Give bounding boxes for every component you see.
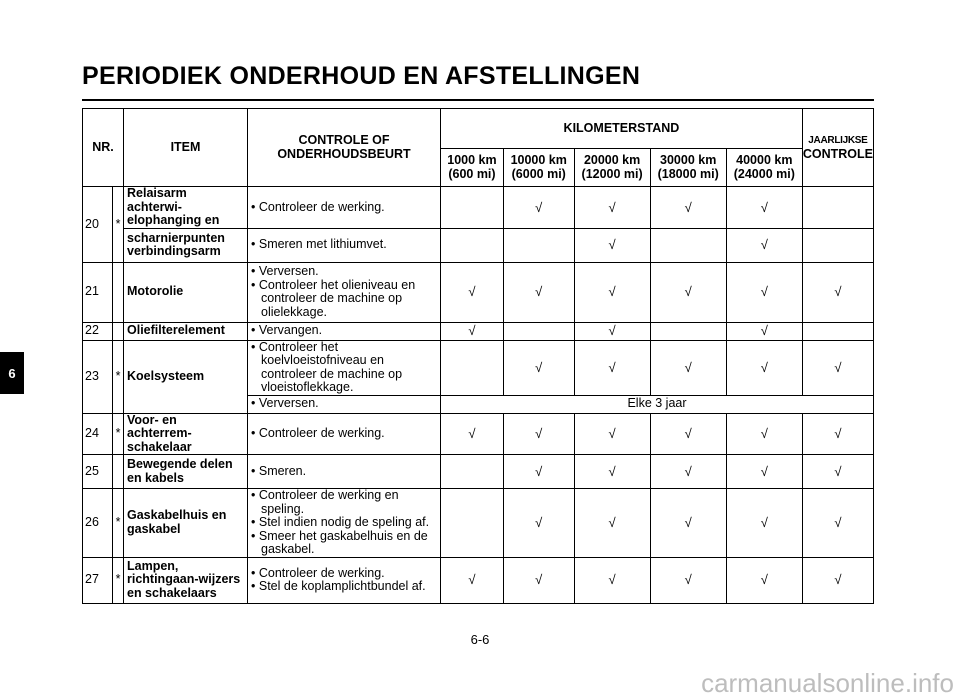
row-star: * (113, 489, 124, 558)
operation-item: • Controleer de werking. (251, 427, 437, 441)
row-ops (248, 489, 441, 558)
interval-km: 30000 km (660, 153, 717, 167)
table-row (83, 557, 874, 603)
table-row (83, 340, 874, 395)
check-cell: √ (503, 340, 574, 395)
check-cell: √ (726, 413, 802, 455)
operation-item: • Vervangen. (251, 324, 437, 338)
row-nr: 21 (83, 262, 113, 322)
operation-item: • Verversen. (251, 397, 437, 411)
check-cell: √ (726, 455, 802, 489)
row-ops (248, 413, 441, 455)
interval-km: 20000 km (583, 153, 641, 167)
check-cell: √ (574, 322, 650, 340)
check-cell: √ (574, 187, 650, 229)
table-row (83, 228, 874, 262)
table-row (83, 455, 874, 489)
row-nr: 23 (83, 340, 113, 413)
operation-item: • Controleer de werking en speling. (251, 489, 437, 516)
operation-list (251, 265, 437, 319)
header-km: KILOMETERSTAND (441, 109, 803, 149)
check-cell: √ (503, 557, 574, 603)
table-row (83, 187, 874, 229)
check-cell (441, 489, 504, 558)
check-cell: √ (574, 262, 650, 322)
check-cell: √ (726, 557, 802, 603)
check-cell: √ (441, 322, 504, 340)
row-star (113, 455, 124, 489)
check-cell (441, 455, 504, 489)
row-ops (248, 557, 441, 603)
header-annual-bottom: CONTROLE (802, 146, 873, 161)
check-cell: √ (574, 455, 650, 489)
check-cell: √ (650, 340, 726, 395)
operation-item: • Controleer de werking. (251, 201, 437, 215)
interval-mi: (24000 mi) (733, 166, 795, 181)
header-annual-top: JAARLIJKSE (808, 135, 868, 146)
operation-item: • Controleer het olieniveau en controleer de machine op olielekkage. (251, 279, 437, 320)
row-nr: 26 (83, 489, 113, 558)
operation-item: • Stel indien nodig de speling af. (251, 516, 437, 530)
check-cell: √ (650, 262, 726, 322)
interval-mi: (6000 mi) (511, 166, 566, 181)
operation-list (251, 238, 437, 252)
check-cell (802, 187, 873, 229)
row-nr: 24 (83, 413, 113, 455)
check-cell: √ (650, 489, 726, 558)
row-nr: 22 (83, 322, 113, 340)
row-ops (248, 395, 441, 413)
interval-km: 40000 km (736, 153, 793, 167)
check-cell (441, 340, 504, 395)
interval-note: Elke 3 jaar (441, 395, 874, 413)
interval-3 (650, 149, 726, 187)
operation-item: • Verversen. (251, 265, 437, 279)
interval-mi: (600 mi) (448, 166, 496, 181)
row-ops (248, 340, 441, 395)
row-item: Motorolie (124, 262, 248, 322)
check-cell: √ (574, 340, 650, 395)
interval-1 (503, 149, 574, 187)
check-cell: √ (503, 413, 574, 455)
header-control: CONTROLE OF ONDERHOUDSBEURT (248, 109, 441, 187)
check-cell: √ (650, 413, 726, 455)
header-nr: NR. (83, 109, 124, 187)
operation-list (251, 324, 437, 338)
row-star (113, 262, 124, 322)
check-cell: √ (441, 557, 504, 603)
operation-list (251, 341, 437, 395)
check-cell: √ (726, 489, 802, 558)
check-cell: √ (802, 340, 873, 395)
row-nr: 25 (83, 455, 113, 489)
operation-list (251, 427, 437, 441)
check-cell: √ (802, 413, 873, 455)
check-cell: √ (802, 455, 873, 489)
row-item: Oliefilterelement (124, 322, 248, 340)
check-cell (441, 187, 504, 229)
row-ops (248, 322, 441, 340)
interval-km: 1000 km (447, 153, 497, 167)
check-cell: √ (503, 187, 574, 229)
operation-item: • Smeer het gaskabelhuis en de gaskabel. (251, 530, 437, 557)
operation-list (251, 567, 437, 594)
row-star: * (113, 187, 124, 263)
row-item: Gaskabelhuis en gaskabel (124, 489, 248, 558)
header-item: ITEM (124, 109, 248, 187)
operation-item: • Smeren. (251, 465, 437, 479)
check-cell: √ (650, 455, 726, 489)
title-rule (82, 99, 874, 101)
operation-item: • Controleer de werking. (251, 567, 437, 581)
row-star: * (113, 340, 124, 413)
check-cell: √ (650, 557, 726, 603)
operation-list (251, 397, 437, 411)
check-cell (650, 322, 726, 340)
row-item: Voor- en achterrem-schakelaar (124, 413, 248, 455)
check-cell: √ (802, 489, 873, 558)
row-star: * (113, 413, 124, 455)
check-cell: √ (726, 262, 802, 322)
row-item: Bewegende delen en kabels (124, 455, 248, 489)
operation-item: • Smeren met lithiumvet. (251, 238, 437, 252)
check-cell: √ (574, 228, 650, 262)
page-title: PERIODIEK ONDERHOUD EN AFSTELLINGEN (82, 62, 641, 90)
table-row (83, 322, 874, 340)
row-item: scharnierpunten verbindingsarm (124, 228, 248, 262)
row-ops (248, 455, 441, 489)
row-star: * (113, 557, 124, 603)
page-number: 6-6 (470, 632, 490, 647)
operation-item: • Stel de koplamplichtbundel af. (251, 580, 437, 594)
row-star (113, 322, 124, 340)
operation-list (251, 465, 437, 479)
check-cell: √ (441, 262, 504, 322)
check-cell: √ (574, 557, 650, 603)
row-item: Lampen, richtingaan-wijzers en schakelaars (124, 557, 248, 603)
check-cell (802, 322, 873, 340)
header-annual (802, 109, 873, 187)
check-cell: √ (574, 413, 650, 455)
interval-km: 10000 km (510, 153, 567, 167)
row-item: Relaisarm achterwi-elophanging en (124, 187, 248, 229)
check-cell: √ (574, 489, 650, 558)
interval-2 (574, 149, 650, 187)
operation-list (251, 489, 437, 557)
table-row (83, 489, 874, 558)
interval-mi: (18000 mi) (657, 166, 719, 181)
check-cell (650, 228, 726, 262)
check-cell: √ (726, 322, 802, 340)
check-cell: √ (503, 489, 574, 558)
interval-4 (726, 149, 802, 187)
check-cell (441, 228, 504, 262)
row-nr: 27 (83, 557, 113, 603)
operation-list (251, 201, 437, 215)
check-cell: √ (503, 455, 574, 489)
check-cell: √ (441, 413, 504, 455)
check-cell (503, 322, 574, 340)
row-ops (248, 262, 441, 322)
check-cell (503, 228, 574, 262)
check-cell: √ (650, 187, 726, 229)
watermark: carmanualsonline.info (701, 668, 954, 698)
table-row (83, 262, 874, 322)
check-cell: √ (726, 228, 802, 262)
row-ops (248, 187, 441, 229)
row-ops (248, 228, 441, 262)
check-cell: √ (726, 187, 802, 229)
check-cell: √ (503, 262, 574, 322)
interval-mi: (12000 mi) (581, 166, 643, 181)
interval-0 (441, 149, 504, 187)
check-cell (802, 228, 873, 262)
check-cell: √ (726, 340, 802, 395)
check-cell: √ (802, 557, 873, 603)
operation-item: • Controleer het koelvloeistofniveau en controleer de machine op vloeistoflekkage. (251, 341, 437, 395)
maintenance-table (82, 108, 874, 604)
table-row (83, 413, 874, 455)
check-cell: √ (802, 262, 873, 322)
row-item: Koelsysteem (124, 340, 248, 413)
row-nr: 20 (83, 187, 113, 263)
section-tab: 6 (0, 352, 24, 394)
